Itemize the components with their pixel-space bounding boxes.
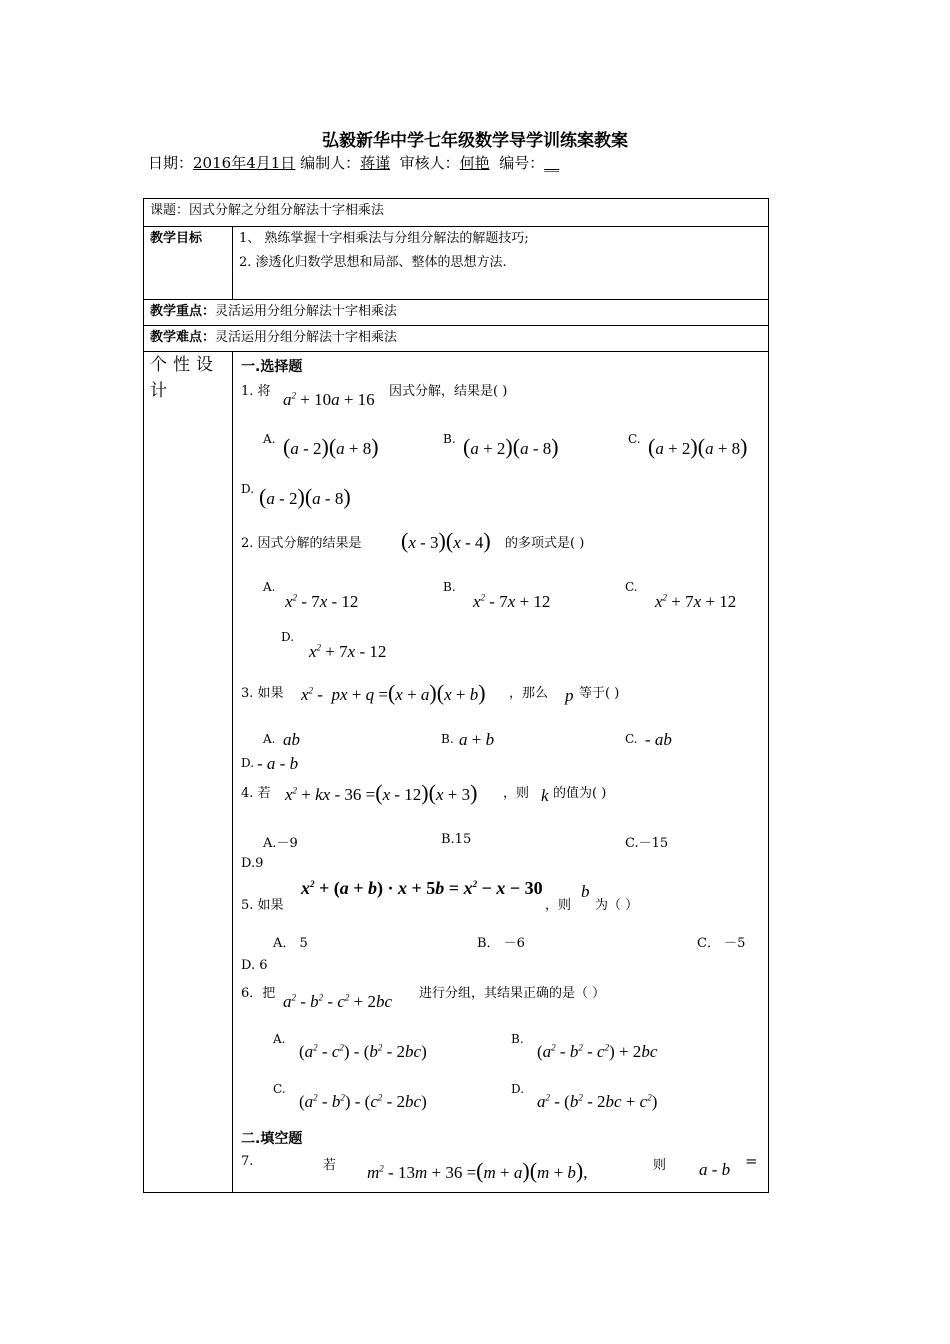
difficulty-row (144, 326, 769, 352)
q5-text: ，则 (545, 898, 572, 913)
editor-label: 编制人： (300, 154, 361, 172)
q4-option-d: D.9 (241, 856, 264, 871)
q3-option-b-label: B. (441, 732, 454, 746)
info-line (148, 152, 559, 173)
q7-equals: = (745, 1152, 758, 1170)
q1-stem (241, 380, 271, 399)
q1-option-c-label: C. (628, 432, 641, 446)
q6-option-c-label: C. (273, 1082, 286, 1096)
q3-option-b: a + b (459, 730, 495, 749)
q4-stem: 4. 若 (241, 786, 271, 801)
q4-option-c: C.－15 (625, 836, 669, 851)
q6-option-c: $(a^2 - b^2) - (c^2 - 2bc)$ (299, 1092, 427, 1111)
q5-option-b: B． －6 (477, 936, 525, 951)
key-value: 灵活运用分组分解法十字相乘法 (215, 304, 398, 319)
q4-option-b: B.15 (441, 832, 472, 847)
q7-num: 7. (241, 1154, 254, 1169)
q6-option-a: $(a^2 - c^2) - (b^2 - 2bc)$ (299, 1042, 427, 1061)
q6-text: 进行分组，其结果正确的是（ ） (419, 986, 606, 1001)
q3-variable-p: p (565, 686, 574, 705)
q5-stem: 5. 如果 (241, 898, 284, 913)
q4-expression: $x^2$ + kx - 36 =(x - 12)(x + 3) (285, 780, 478, 805)
side-label: 个性设计 (144, 352, 233, 1193)
q7-expression: $m^2 - 13m + 36 =(m + a)(m + b)$, (367, 1158, 588, 1183)
q3-text: ，那么 (509, 686, 549, 701)
key-row (144, 300, 769, 326)
q1-option-a-label: A. (263, 432, 276, 446)
q2-option-c: $x^2 + 7x + 12$ (655, 592, 737, 611)
lesson-table (143, 198, 769, 1193)
q4-text2: 的值为( ) (553, 786, 607, 801)
q2-option-a-label: A. (263, 580, 276, 594)
q1-option-a: (a - 2)(a + 8) (283, 434, 379, 459)
q7-answer-expression: a - b (699, 1160, 731, 1179)
section-fill: 二.填空题 (241, 1131, 303, 1147)
date-label: 日期： (148, 154, 194, 172)
difficulty-value: 灵活运用分组分解法十字相乘法 (215, 330, 398, 345)
q7-ze: 则 (653, 1158, 667, 1173)
goals-label: 教学目标 (144, 227, 233, 300)
q6-option-d-label: D. (511, 1082, 525, 1096)
editor-value: 蒋谨 (360, 154, 391, 172)
topic-cell: 课题：因式分解之分组分解法十字相乘法 (144, 199, 769, 227)
q5-option-c: C． －5 (697, 936, 746, 951)
q6-option-a-label: A. (273, 1032, 286, 1046)
q3-option-d: - a - b (257, 754, 299, 773)
q1-option-d: (a - 2)(a - 8) (259, 484, 351, 509)
number-value: __ (544, 154, 560, 172)
q5-option-a: A． 5 (273, 936, 308, 951)
q2-option-d-label: D. (281, 630, 295, 644)
q4-variable-k: k (541, 786, 549, 805)
q6-option-b-label: B. (511, 1032, 524, 1046)
date-value: 2016年4月1日 (193, 154, 296, 172)
q1-option-b: (a + 2)(a - 8) (463, 434, 559, 459)
q1-num: 1. 将 (241, 384, 271, 399)
q2-option-c-label: C. (625, 580, 638, 594)
q2-option-d: $x^2 + 7x - 12$ (309, 642, 387, 661)
questions-cell (233, 352, 769, 1193)
q5-variable-b: b (581, 882, 590, 901)
q3-expression: $x^2$ - px + q =(x + a)(x + b) (301, 680, 486, 705)
q2-option-b-label: B. (443, 580, 456, 594)
q1-option-b-label: B. (443, 432, 456, 446)
q3-stem: 3. 如果 (241, 686, 284, 701)
q4-text: ，则 (503, 786, 530, 801)
q3-text2: 等于( ) (579, 686, 620, 701)
q6-expression: $a^2 - b^2 - c^2 + 2bc$ (283, 992, 393, 1011)
q6-stem: 6．把 (241, 986, 276, 1001)
reviewer-label: 审核人： (399, 154, 460, 172)
q2-option-a: $x^2 - 7x - 12$ (285, 592, 359, 611)
goals-cell (233, 227, 769, 300)
q6-option-b: $(a^2 - b^2 - c^2) + 2bc$ (537, 1042, 658, 1061)
q5-expression: $x^2 + (a + b) \cdot x + 5b = x^2 - x - 30$ (301, 878, 543, 898)
q3-option-a-label: A. (263, 732, 276, 746)
key-label: 教学重点： (150, 304, 216, 319)
q3-option-d-label: D. (241, 756, 255, 770)
q3-option-c: - ab (645, 730, 672, 749)
q2-stem: 2. 因式分解的结果是 (241, 536, 362, 551)
number-label: 编号： (499, 154, 545, 172)
q2-option-b: $x^2 - 7x + 12$ (473, 592, 551, 611)
q3-option-a: ab (283, 730, 300, 749)
difficulty-label: 教学难点： (150, 330, 216, 345)
q2-text: 的多项式是( ) (505, 536, 585, 551)
q1-option-c: (a + 2)(a + 8) (648, 434, 748, 459)
section-choice: 一.选择题 (241, 359, 303, 375)
q5-option-d: D. 6 (241, 958, 268, 973)
q7-ruo: 若 (323, 1158, 337, 1173)
q4-option-a: A.－9 (263, 836, 298, 851)
document-title: 弘毅新华中学七年级数学导学训练案教案 (322, 131, 628, 151)
q1-text: 因式分解，结果是( ) (389, 384, 508, 399)
reviewer-value: 何艳 (459, 154, 490, 172)
q3-option-c-label: C. (625, 732, 638, 746)
q5-text2: 为（ ） (595, 898, 639, 913)
goal-2: 2. 渗透化归数学思想和局部、整体的思想方法. (239, 255, 507, 270)
q1-expression: $a^2 + 10a + 16$ (283, 390, 375, 409)
q2-expression: (x - 3)(x - 4) (401, 528, 491, 553)
q1-option-d-label: D. (241, 482, 255, 496)
q6-option-d: $a^2 - (b^2 - 2bc + c^2)$ (537, 1092, 658, 1111)
goal-1: 1、 熟练掌握十字相乘法与分组分解法的解题技巧; (239, 231, 529, 246)
